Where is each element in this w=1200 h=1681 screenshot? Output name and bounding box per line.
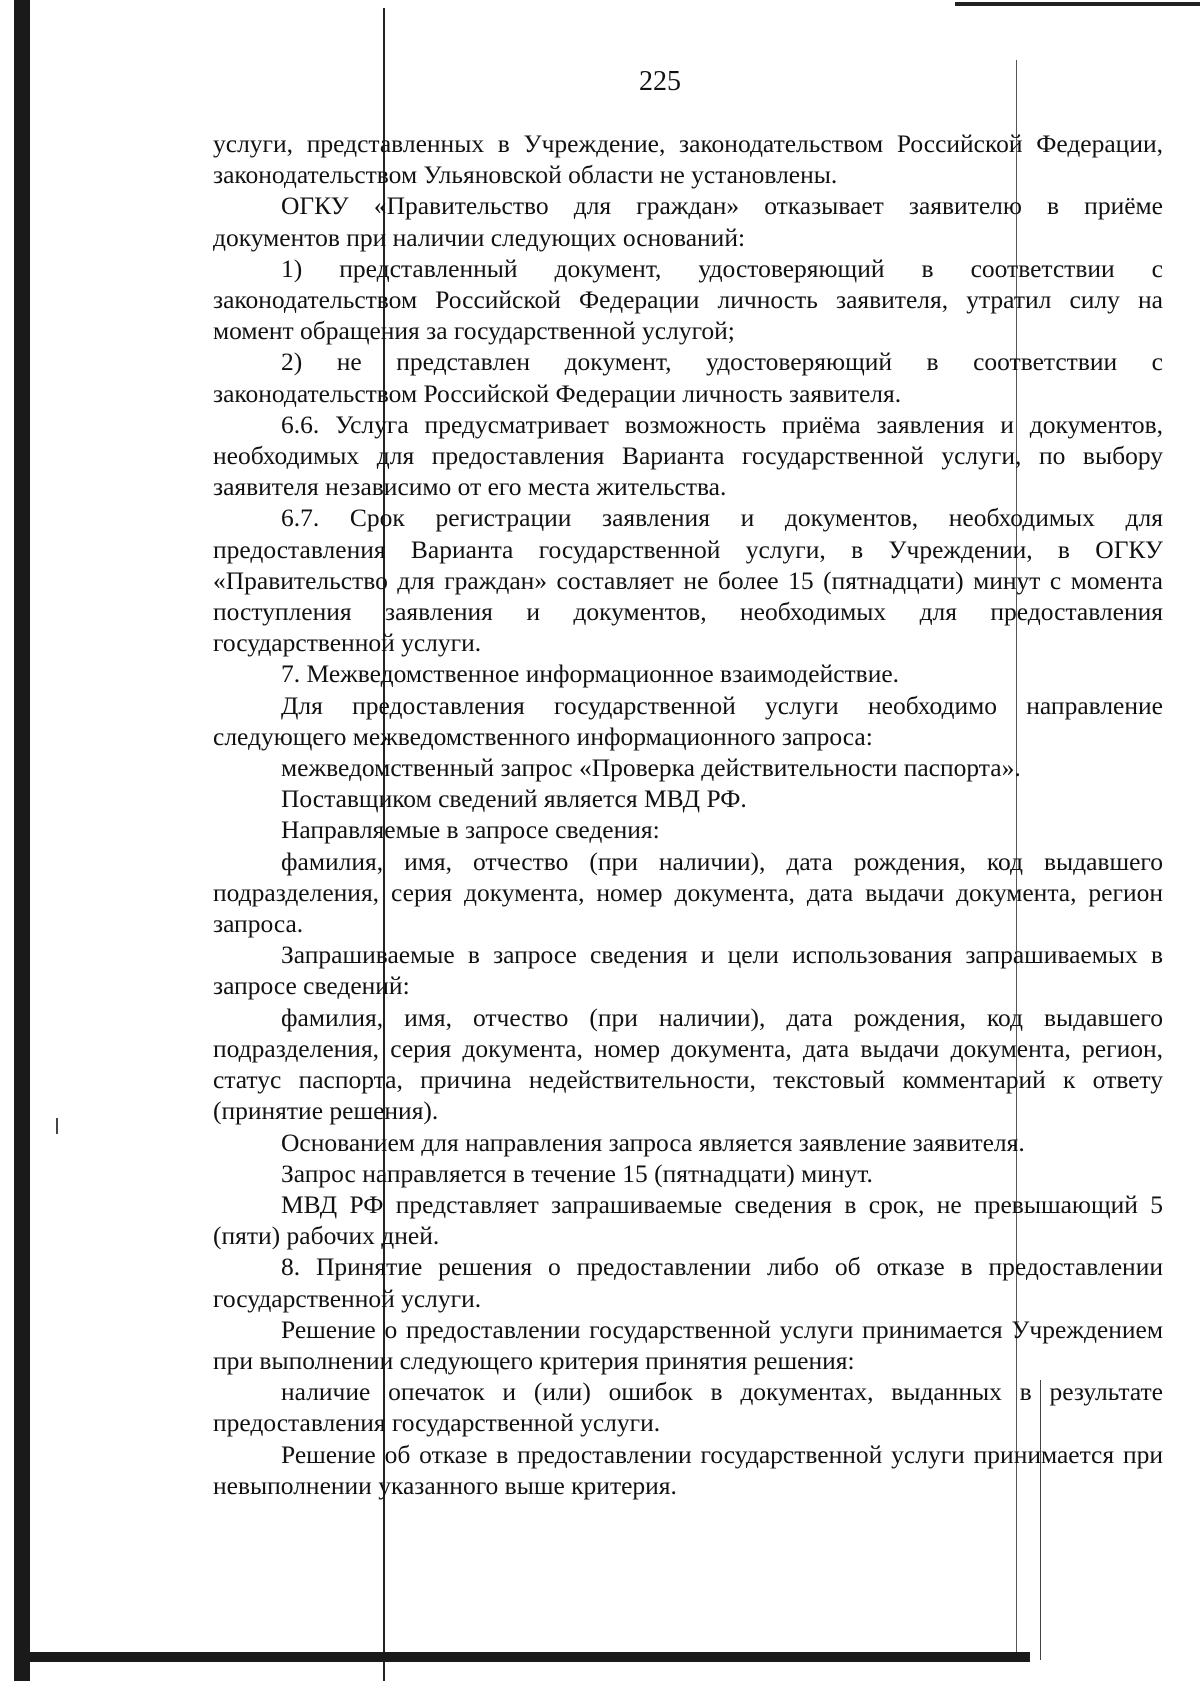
paragraph: фамилия, имя, отчество (при наличии), дата рождения, код выдавшего подразделения, серия документа, номер документа, дата выдачи документа, регион запроса. [213,846,1163,939]
paragraph: 1) представленный документ, удостоверяющий в соответствии с законодательством Российской Федерации личность заявителя, утратил силу на момент обращения за государственной услугой; [213,253,1163,346]
paragraph: Основанием для направления запроса является заявление заявителя. [281,1127,1025,1157]
paragraph: Направляемые в запросе сведения: [281,815,660,845]
paragraph: 2) не представлен документ, удостоверяющий в соответствии с законодательством Российской Федерации личность заявителя. [213,347,1163,408]
paragraph: ОГКУ «Правительство для граждан» отказывает заявителю в приёме документов при наличии следующих оснований: [213,191,1163,252]
paragraph: Запрос направляется в течение 15 (пятнадцати) минут. [281,1158,873,1188]
paragraph: фамилия, имя, отчество (при наличии), дата рождения, код выдавшего подразделения, серия документа, номер документа, дата выдачи документа, регион, статус паспорта, причина недействительности, текстовый комментарий к ответу (принятие решения). [213,1002,1163,1126]
paragraph: 6.7. Срок регистрации заявления и документов, необходимых для предоставления Варианта государственной услуги, в Учреждении, в ОГКУ «Правительство для граждан» составляет не более 15 (пятнадцати) минут с момента поступления заявления и документов, необходимых для предоставления государственной услуги. [213,503,1163,658]
paragraph: Поставщиком сведений является МВД РФ. [281,784,747,814]
section-heading: 7. Межведомственное информационное взаимодействие. [281,659,900,689]
scan-left-edge-shadow [14,0,30,1681]
paragraph: Запрашиваемые в запросе сведения и цели использования запрашиваемых в запросе сведений: [213,940,1163,1001]
paragraph: Для предоставления государственной услуги необходимо направление следующего межведомственного информационного запроса: [213,690,1163,751]
page-number: 225 [639,66,681,97]
section-heading: 8. Принятие решения о предоставлении либо об отказе в предоставлении государственной услуги. [213,1252,1163,1313]
paragraph: 6.6. Услуга предусматривает возможность приёма заявления и документов, необходимых для предоставления Варианта государственной услуги, по выбору заявителя независимо от его места жительства. [213,409,1163,502]
paragraph: МВД РФ представляет запрашиваемые сведения в срок, не превышающий 5 (пяти) рабочих дней. [213,1189,1163,1251]
paragraph: наличие опечаток и (или) ошибок в документах, выданных в результате предоставления государственной услуги. [213,1377,1163,1438]
scan-bottom-edge-shadow [30,1652,1030,1662]
scan-top-edge-line [955,2,1200,6]
document-body [213,128,1163,1501]
paragraph: межведомственный запрос «Проверка действительности паспорта». [281,753,1021,783]
paragraph: Решение об отказе в предоставлении государственной услуги принимается при невыполнении указанного выше критерия. [213,1439,1163,1500]
scan-speck [56,1118,58,1134]
paragraph: Решение о предоставлении государственной услуги принимается Учреждением при выполнении следующего критерия принятия решения: [213,1314,1163,1375]
paragraph: услуги, представленных в Учреждение, законодательством Российской Федерации, законодательством Ульяновской области не установлены. [213,129,1163,190]
